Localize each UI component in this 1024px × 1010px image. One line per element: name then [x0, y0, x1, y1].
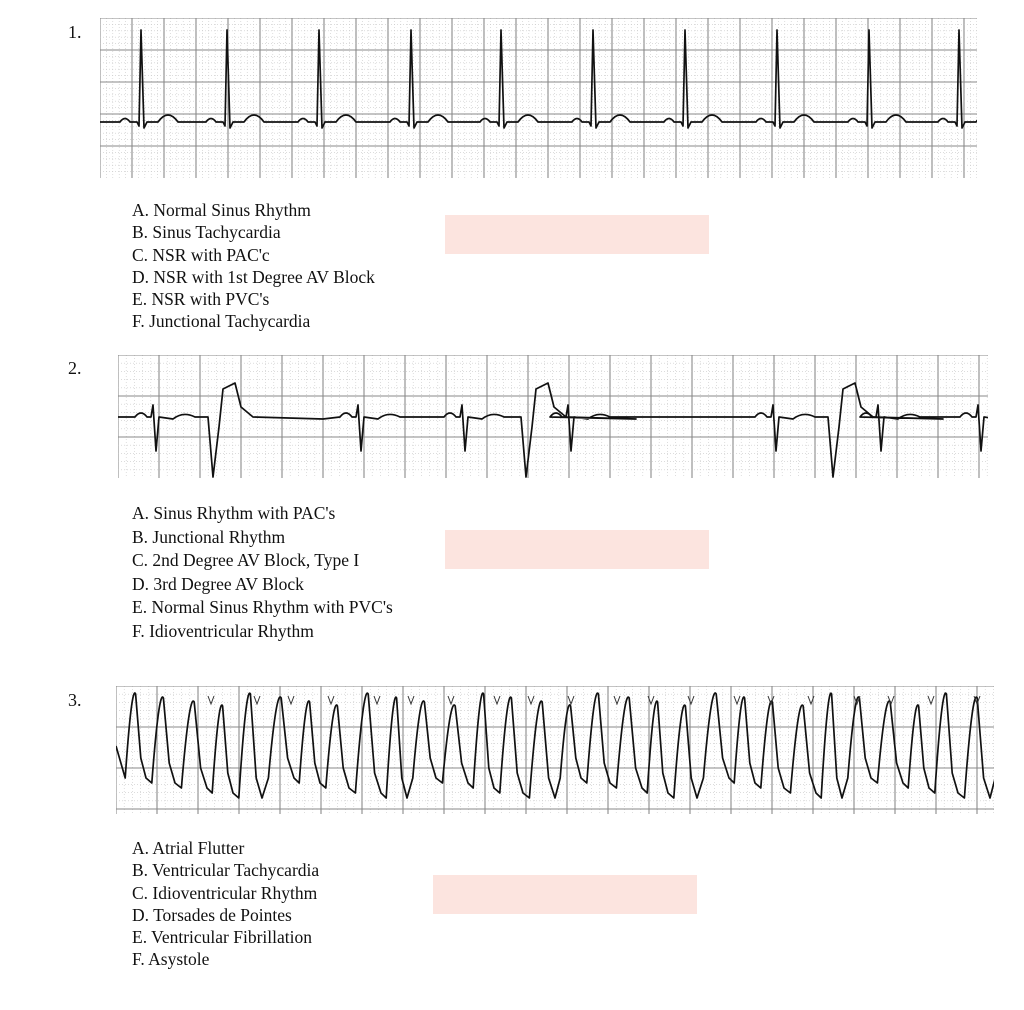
ecg-strip-1-svg	[100, 18, 977, 178]
question-1-number: 1.	[68, 22, 82, 42]
question-2-number: 2.	[68, 358, 82, 378]
question-2-option-f[interactable]: F. Idioventricular Rhythm	[132, 620, 314, 641]
ecg-strip-2-svg	[118, 355, 988, 478]
question-2-options	[132, 502, 393, 643]
question-1-option-e[interactable]: E. NSR with PVC's	[132, 289, 270, 310]
question-3-options	[132, 837, 319, 971]
ecg-strip-2	[118, 355, 988, 478]
question-2-option-a[interactable]: A. Sinus Rhythm with PAC's	[132, 503, 336, 523]
question-3-option-c[interactable]: C. Idioventricular Rhythm	[132, 882, 318, 903]
question-3-option-f[interactable]: F. Asystole	[132, 949, 210, 970]
question-3-number: 3.	[68, 690, 82, 710]
question-3-option-b[interactable]: B. Ventricular Tachycardia	[132, 860, 320, 881]
question-2-answer-field[interactable]	[445, 530, 709, 569]
question-3-option-d[interactable]: D. Torsades de Pointes	[132, 904, 292, 925]
ecg-strip-1	[100, 18, 977, 178]
question-3-answer-field[interactable]	[433, 875, 697, 914]
ecg-strip-3-svg	[116, 686, 994, 814]
question-2-option-b[interactable]: B. Junctional Rhythm	[132, 526, 286, 547]
question-1-option-b[interactable]: B. Sinus Tachycardia	[132, 222, 281, 243]
ecg-strip-1-trace	[100, 30, 977, 128]
question-1-answer-field[interactable]	[445, 215, 709, 254]
ecg-strip-3	[116, 686, 994, 814]
ecg-strip-1-grid	[100, 18, 977, 178]
question-1-option-f[interactable]: F. Junctional Tachycardia	[132, 311, 311, 332]
question-1-option-d[interactable]: D. NSR with 1st Degree AV Block	[132, 266, 375, 287]
ecg-strip-2-trace	[118, 383, 988, 477]
question-1-options	[132, 199, 375, 333]
question-2-option-c[interactable]: C. 2nd Degree AV Block, Type I	[132, 550, 360, 570]
question-2-option-e[interactable]: E. Normal Sinus Rhythm with PVC's	[132, 597, 393, 617]
question-3-option-e[interactable]: E. Ventricular Fibrillation	[132, 927, 312, 948]
question-2-option-d[interactable]: D. 3rd Degree AV Block	[132, 573, 304, 594]
question-1-option-a[interactable]: A. Normal Sinus Rhythm	[132, 200, 311, 220]
question-3-option-a[interactable]: A. Atrial Flutter	[132, 838, 245, 858]
question-1-option-c[interactable]: C. NSR with PAC'c	[132, 244, 270, 265]
